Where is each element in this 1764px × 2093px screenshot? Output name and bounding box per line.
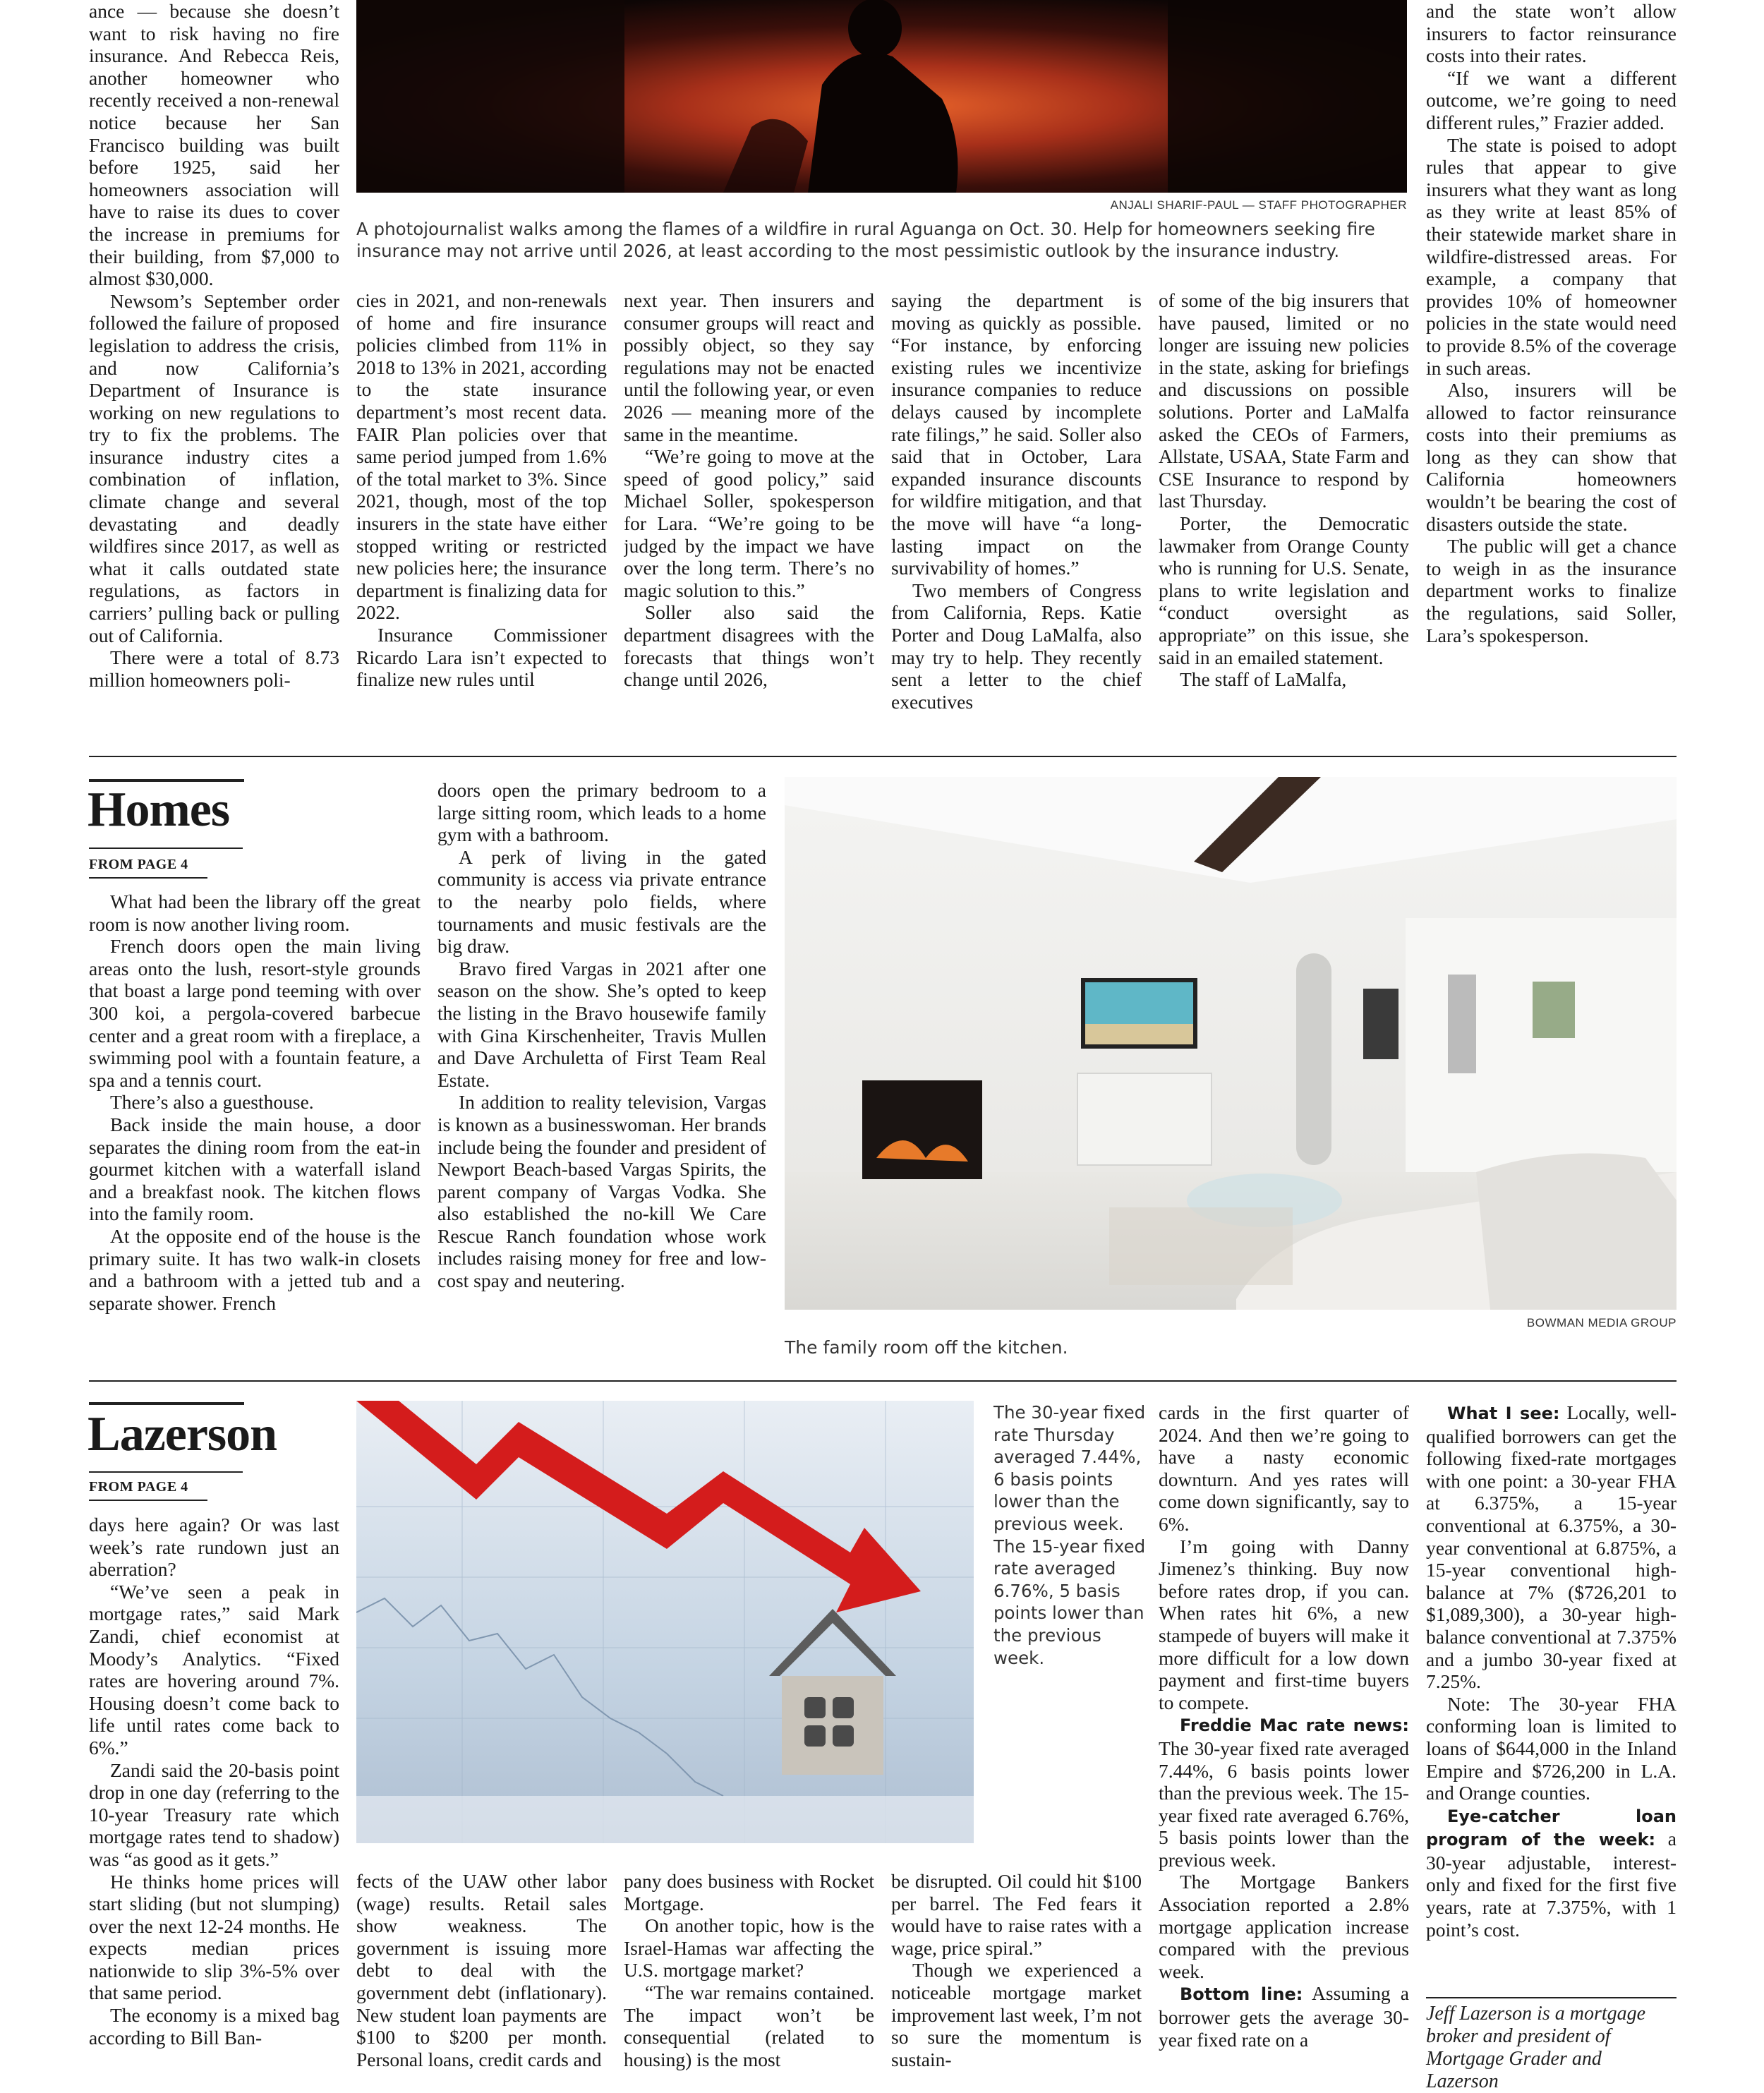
paragraph [1426, 134, 1677, 380]
paragraph-text: Bravo fired Vargas in 2021 after one season on the show. She’s opted to keep the listing in the Bravo housewife family with Gina Kirschenheiter, Travis Mullen and Dave Archuletta of First Team Real Estate. [437, 957, 766, 1091]
paragraph-text: “We’ve seen a peak in mortgage rates,” said Mark Zandi, chief economist at Moody’s Analytics. “Fixed rates are hovering around 7%. Housing doesn’t come back to life until rates come back to 6%.” [89, 1580, 339, 1759]
lazerson-kicker: Lazerson [87, 1407, 277, 1461]
paragraph-text: Porter, the Democratic lawmaker from Orange County who is running for U.S. Senate, plans to write legislation and “conduct oversight as appropriate” on this issue, she said in an emailed statement. [1159, 512, 1409, 668]
paragraph [891, 579, 1142, 713]
paragraph-text: of some of the big insurers that have paused, limited or no longer are issuing new policies in the state, asking for briefings and discussions on possible solutions. Porter and LaMalfa asked the CEOs of Farmers, Allstate, USAA, State Farm and CSE Insurance to respond by last Thursday. [1159, 289, 1409, 512]
top-col-5 [1159, 289, 1409, 737]
paragraph [1426, 0, 1677, 67]
bio-rule [1426, 1997, 1677, 1998]
paragraph [89, 1225, 421, 1314]
paragraph-text: pany does business with Rocket Mortgage. [624, 1870, 874, 1914]
paragraph [1426, 535, 1677, 646]
wildfire-photo-credit: ANJALI SHARIF-PAUL — STAFF PHOTOGRAPHER [1110, 198, 1407, 212]
wildfire-photo-caption: A photojournalist walks among the flames of a wildfire in rural Aguanga on Oct. 30. Help for homeowners seeking fire insurance may not arrive until 2026, at least according to the most pessimistic outlook by the insurance industry. [356, 219, 1375, 261]
paragraph [1159, 1871, 1409, 1982]
paragraph [89, 1581, 339, 1759]
paragraph-text: At the opposite end of the house is the primary suite. It has two walk-in closets and a bathroom with a jetted tub and a separate shower. French [89, 1224, 421, 1314]
lazerson-col-2 [356, 1870, 607, 2085]
paragraph [356, 624, 607, 691]
paragraph [1159, 1536, 1409, 1714]
rates-sidebar: The 30-year fixed rate Thursday averaged 7.44%, 6 basis points lower than the previous week. The 15-year fixed rate averaged 6.76%, 5 basis points lower than the previous week. [993, 1402, 1146, 1668]
paragraph-text: Also, insurers will be allowed to factor reinsurance costs into their premiums as long as they can show that California homeowners wouldn’t be bearing the cost of disasters outside the state. [1426, 379, 1677, 535]
lazerson-kicker-rule [89, 1402, 244, 1405]
homes-kicker-underline [89, 848, 243, 849]
paragraph-text: The 30-year fixed rate averaged 7.44%, 6 basis points lower than the previous week. The 15-year fixed rate averaged 6.76%, 5 basis points lower than the previous week. [1159, 1737, 1409, 1871]
paragraph [891, 1870, 1142, 1959]
paragraph-text: Soller also said the department disagrees with the forecasts that things won’t change until 2026, [624, 601, 874, 691]
paragraph-text: fects of the UAW other labor (wage) results. Retail sales show weakness. The government is issuing more debt to deal with the government debt (inflationary). New student loan payments are $100 to $200 per month. Personal loans, credit cards and [356, 1870, 607, 2070]
paragraph [1426, 67, 1677, 134]
author-bio: Jeff Lazerson is a mortgage broker and president of Mortgage Grader and Lazerson [1426, 2003, 1646, 2092]
paragraph-text: “We’re going to move at the speed of good policy,” said Michael Soller, spokesperson for Lara. “We’re going to be judged by the impact we have over the long term. There’s no magic solution to this.” [624, 445, 874, 601]
paragraph [891, 1959, 1142, 2070]
paragraph-text: The public will get a chance to weigh in as the insurance department works to finalize the regulations, said Soller, Lara’s spokesperson. [1426, 535, 1677, 646]
paragraph [89, 1091, 421, 1114]
paragraph [1426, 1804, 1677, 1941]
homes-col-2 [437, 779, 766, 1363]
paragraph-text: French doors open the main living areas onto the lush, resort-style grounds that boast a large pond teeming with over 300 koi, a pergola-covered barbecue center and a great room with a fireplace, a swimming pool with a fountain feature, a spa and a tennis court. [89, 935, 421, 1091]
paragraph-lead: Bottom line: [1180, 1984, 1303, 2005]
paragraph [624, 289, 874, 445]
homes-col-1 [89, 891, 421, 1363]
paragraph [89, 891, 421, 935]
paragraph [891, 289, 1142, 579]
homes-from-page-rule [89, 877, 207, 879]
paragraph [89, 935, 421, 1091]
paragraph [356, 1870, 607, 2070]
section-divider-2 [89, 1380, 1677, 1382]
paragraph [89, 1871, 339, 2005]
paragraph [1426, 1401, 1677, 1693]
paragraph [1159, 512, 1409, 668]
paragraph-text: The Mortgage Bankers Association reported a 2.8% mortgage application increase compared with the previous week. [1159, 1871, 1409, 1982]
lazerson-from-page-rule [89, 1500, 207, 1501]
section-divider-1 [89, 756, 1677, 757]
lazerson-col-1 [89, 1514, 339, 2085]
paragraph-text: The staff of LaMalfa, [1180, 668, 1347, 691]
lazerson-from-page: FROM PAGE 4 [89, 1479, 188, 1495]
paragraph [89, 290, 339, 647]
paragraph-text: In addition to reality television, Vargas is known as a businesswoman. Her brands include being the founder and president of Newport Beach-based Vargas Spirits, the parent company of Vargas Vodka. She also established the no-kill We Care Rescue Ranch foundation whose work includes raising money for free and low-cost spay and neutering. [437, 1091, 766, 1292]
paragraph [1159, 1401, 1409, 1536]
paragraph [1159, 668, 1409, 691]
paragraph [624, 1870, 874, 1914]
paragraph [89, 1114, 421, 1225]
paragraph [1426, 1693, 1677, 1804]
falling-rates-photo [356, 1401, 974, 1843]
paragraph-text: “The war remains contained. The impact won’t be consequential (related to housing) is the most [624, 1981, 874, 2070]
paragraph [89, 0, 339, 290]
paragraph-text: The economy is a mixed bag according to Bill Ban- [89, 2004, 339, 2049]
family-room-photo-caption: The family room off the kitchen. [785, 1337, 1068, 1358]
paragraph [89, 646, 339, 691]
lazerson-kicker-underline [89, 1471, 243, 1473]
paragraph-text: Zandi said the 20-basis point drop in one day (referring to the 10-year Treasury rate which mortgage rates tend to shadow) was “as good as it gets.” [89, 1759, 339, 1870]
paragraph-lead: What I see: [1447, 1404, 1560, 1423]
paragraph-text: Newsom’s September order followed the failure of proposed legislation to address the crisis, and now California’s Department of Insurance is working on new regulations to try to fix the problems. The insurance industry cites a combination of inflation, climate change and several devastating and deadly wildfires since 2017, as well as what it calls outdated state regulations, as factors in carriers’ pulling back or pulling out of California. [89, 289, 339, 646]
paragraph-text: days here again? Or was last week’s rate rundown just an aberration? [89, 1514, 339, 1581]
lazerson-col-6 [1426, 1401, 1677, 1994]
paragraph-lead: Freddie Mac rate news: [1180, 1715, 1409, 1736]
homes-kicker: Homes [87, 783, 230, 837]
paragraph-text: Insurance Commissioner Ricardo Lara isn’t expected to finalize new rules until [356, 623, 607, 691]
paragraph-text: and the state won’t allow insurers to factor reinsurance costs into their rates. [1426, 0, 1677, 67]
paragraph-text: “If we want a different outcome, we’re going to need different rules,” Frazier added. [1426, 66, 1677, 133]
paragraph-text: He thinks home prices will start sliding (but not slumping) over the next 12-24 months. He expects median prices nationwide to slip 3%-5% over that same period. [89, 1870, 339, 2004]
paragraph [624, 1982, 874, 2070]
family-room-photo [785, 777, 1677, 1310]
paragraph [89, 2004, 339, 2049]
paragraph [624, 601, 874, 690]
top-col-6 [1426, 0, 1677, 737]
paragraph [1159, 289, 1409, 512]
paragraph-text: What had been the library off the great room is now another living room. [89, 891, 421, 935]
paragraph-text: next year. Then insurers and consumer groups will react and possibly object, so they say regulations may not be enacted until the following year, or even 2026 — meaning more of the same in the meantime. [624, 289, 874, 445]
top-col-4 [891, 289, 1142, 737]
wildfire-photo [356, 0, 1407, 193]
paragraph-text: doors open the primary bedroom to a large sitting room, which leads to a home gym with a bathroom. [437, 779, 766, 846]
paragraph-text: Though we experienced a noticeable mortgage market improvement last week, I’m not so sure the momentum is sustain- [891, 1959, 1142, 2070]
paragraph [437, 958, 766, 1092]
paragraph-text: Note: The 30-year FHA conforming loan is limited to loans of $644,000 in the Inland Empire and $726,200 in L.A. and Orange counties. [1426, 1692, 1677, 1804]
paragraph-text: ance — because she doesn’t want to risk having no fire insurance. And Rebecca Reis, another homeowner who recently received a non-renewal notice because her San Francisco building was built before 1925, said her homeowners association will have to raise its dues to cover the increase in premiums for their building, from $7,000 to almost $30,000. [89, 0, 339, 290]
paragraph [89, 1759, 339, 1871]
paragraph-text: Assuming a borrower gets the average 30-year fixed rate on a [1159, 1982, 1409, 2051]
paragraph-text: There’s also a guesthouse. [110, 1091, 314, 1114]
paragraph [89, 1514, 339, 1581]
paragraph-text: On another topic, how is the Israel-Hamas war affecting the U.S. mortgage market? [624, 1914, 874, 1982]
paragraph-lead: Eye-catcher loan program of the week: [1426, 1806, 1677, 1850]
paragraph [624, 445, 874, 601]
homes-from-page: FROM PAGE 4 [89, 857, 188, 872]
paragraph-text: There were a total of 8.73 million homeowners poli- [89, 646, 339, 691]
lazerson-col-5 [1159, 1401, 1409, 2085]
paragraph-text: a 30-year adjustable, interest-only and fixed for the first five years, rate at 7.375%, with 1 point’s cost. [1426, 1828, 1677, 1941]
paragraph-text: Two members of Congress from California, Reps. Katie Porter and Doug LaMalfa, also may try to help. They recently sent a letter to the chief executives [891, 579, 1142, 713]
top-col-1 [89, 0, 339, 737]
paragraph [437, 846, 766, 958]
lazerson-col-3 [624, 1870, 874, 2085]
lazerson-col-4 [891, 1870, 1142, 2085]
paragraph [437, 779, 766, 846]
paragraph-text: Back inside the main house, a door separates the dining room from the eat-in gourmet kitchen with a waterfall island and a breakfast nook. The kitchen flows into the family room. [89, 1113, 421, 1225]
paragraph-text: saying the department is moving as quickly as possible. “For instance, by enforcing existing rules we incentivize insurance companies to reduce delays caused by incomplete rate filings,” he said. Soller also said that in October, Lara expanded insurance discounts for wildfire mitigation, and that the move will have “a long-lasting impact on the survivability of homes.” [891, 289, 1142, 579]
paragraph-text: be disrupted. Oil could hit $100 per barrel. The Fed fears it would have to raise rates with a wage, price spiral.” [891, 1870, 1142, 1959]
paragraph [624, 1914, 874, 1982]
family-room-photo-credit: BOWMAN MEDIA GROUP [1526, 1316, 1677, 1329]
paragraph [1159, 1982, 1409, 2051]
paragraph [437, 1091, 766, 1291]
paragraph [1426, 379, 1677, 535]
paragraph-text: cies in 2021, and non-renewals of home and fire insurance policies climbed from 11% in 2018 to 13% in 2021, according to the state insurance department’s most recent data. FAIR Plan policies over that same period jumped from 1.6% of the total market to 3%. Since 2021, though, most of the top insurers in the state have either stopped writing or restricted new policies here; the insurance department is finalizing data for 2022. [356, 289, 607, 624]
top-col-3 [624, 289, 874, 737]
paragraph-text: Locally, well-qualified borrowers can get the following fixed-rate mortgages with one point: a 30-year FHA at 6.375%, a 15-year conventional at 6.375%, a 30-year conventional at 6.875%, a 15-year conventional high-balance at 7% ($726,201 to $1,089,300), a 30-year high-balance conventional at 7.375% and a jumbo 30-year fixed at 7.25%. [1426, 1401, 1677, 1693]
paragraph [1159, 1713, 1409, 1871]
paragraph-text: cards in the first quarter of 2024. And then we’re going to have a nasty economic downturn. And yes rates will come down significantly, say to 6%. [1159, 1401, 1409, 1535]
top-col-2 [356, 289, 607, 737]
paragraph-text: The state is poised to adopt rules that appear to give insurers what they want as long as they write at least 85% of their statewide market share in wildfire-distressed areas. For example, a company that provides 10% of homeowner policies in the state would need to provide 8.5% of the coverage in such areas. [1426, 133, 1677, 379]
paragraph-text: A perk of living in the gated community is access via private entrance to the nearby polo fields, where tournaments and music festivals are the big draw. [437, 845, 766, 958]
paragraph-text: I’m going with Danny Jimenez’s thinking. Buy now before rates drop, if you can. When rates hit 6%, a new stampede of buyers will make it more difficult for a low down payment and first-time buyers to compete. [1159, 1535, 1409, 1713]
paragraph [356, 289, 607, 624]
